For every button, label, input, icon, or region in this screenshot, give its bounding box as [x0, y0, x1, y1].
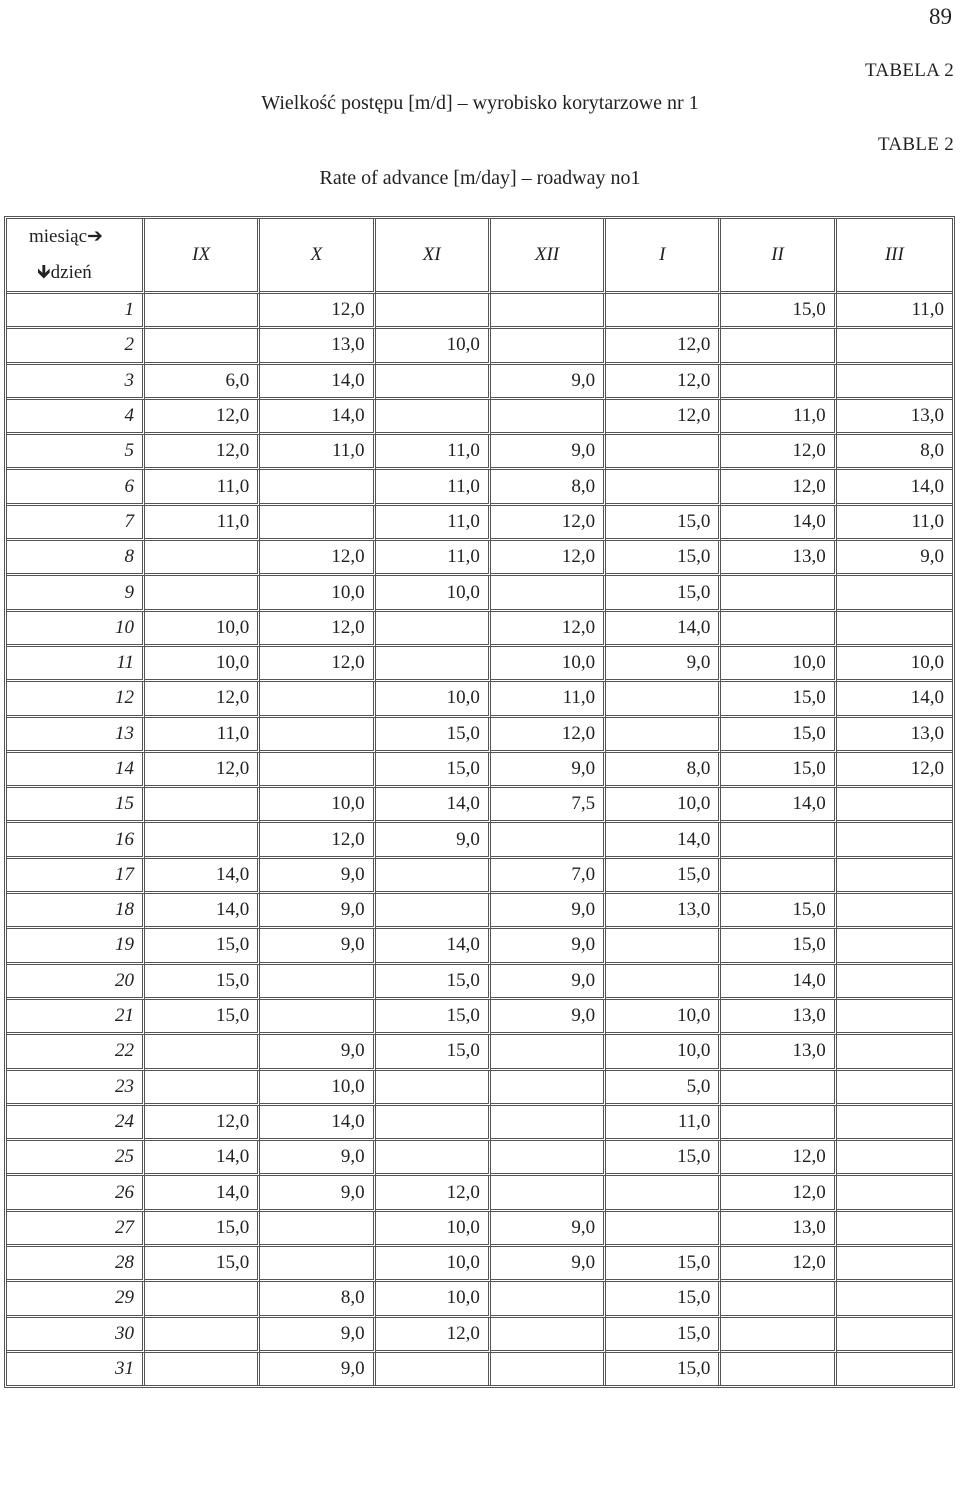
value-cell — [837, 1035, 952, 1070]
value-cell: 12,0 — [606, 329, 721, 364]
value-cell: 15,0 — [376, 718, 491, 753]
value-cell: 15,0 — [376, 965, 491, 1000]
value-cell: 15,0 — [145, 1212, 260, 1247]
day-cell: 31 — [7, 1353, 145, 1385]
value-cell: 11,0 — [837, 294, 952, 329]
day-cell: 1 — [7, 294, 145, 329]
value-cell: 11,0 — [145, 506, 260, 541]
value-cell — [260, 506, 375, 541]
value-cell: 14,0 — [721, 506, 836, 541]
value-cell: 15,0 — [721, 894, 836, 929]
advance-rate-table — [4, 216, 955, 1388]
value-cell: 10,0 — [145, 612, 260, 647]
day-cell: 5 — [7, 435, 145, 470]
value-cell — [376, 647, 491, 682]
day-cell: 22 — [7, 1035, 145, 1070]
value-cell: 9,0 — [491, 753, 606, 788]
value-cell — [837, 1176, 952, 1211]
value-cell — [145, 1282, 260, 1317]
value-cell — [376, 1106, 491, 1141]
day-cell: 17 — [7, 859, 145, 894]
value-cell: 14,0 — [721, 965, 836, 1000]
day-cell: 28 — [7, 1247, 145, 1282]
day-cell: 14 — [7, 753, 145, 788]
value-cell: 9,0 — [260, 1035, 375, 1070]
day-cell: 12 — [7, 682, 145, 717]
value-cell: 11,0 — [376, 506, 491, 541]
value-cell: 12,0 — [145, 753, 260, 788]
value-cell: 15,0 — [721, 753, 836, 788]
value-cell — [837, 965, 952, 1000]
value-cell — [376, 1353, 491, 1385]
value-cell: 15,0 — [606, 506, 721, 541]
value-cell: 14,0 — [145, 1141, 260, 1176]
value-cell: 14,0 — [145, 1176, 260, 1211]
value-cell — [145, 823, 260, 858]
value-cell — [837, 1071, 952, 1106]
value-cell: 13,0 — [837, 718, 952, 753]
value-cell: 11,0 — [145, 718, 260, 753]
value-cell: 8,0 — [491, 470, 606, 505]
value-cell — [376, 1141, 491, 1176]
value-cell: 11,0 — [837, 506, 952, 541]
table-row — [7, 1035, 952, 1070]
table-row — [7, 470, 952, 505]
value-cell: 10,0 — [721, 647, 836, 682]
day-cell: 19 — [7, 929, 145, 964]
value-cell: 9,0 — [491, 1212, 606, 1247]
value-cell — [837, 1212, 952, 1247]
day-cell: 11 — [7, 647, 145, 682]
value-cell — [837, 1000, 952, 1035]
value-cell: 10,0 — [491, 647, 606, 682]
value-cell — [491, 1035, 606, 1070]
value-cell: 15,0 — [606, 1247, 721, 1282]
value-cell: 15,0 — [606, 1353, 721, 1385]
table-row — [7, 435, 952, 470]
table-row — [7, 1106, 952, 1141]
value-cell — [837, 788, 952, 823]
value-cell: 10,0 — [376, 1247, 491, 1282]
value-cell — [376, 894, 491, 929]
value-cell — [491, 400, 606, 435]
value-cell: 10,0 — [260, 1071, 375, 1106]
value-cell: 12,0 — [260, 612, 375, 647]
value-cell: 13,0 — [721, 1212, 836, 1247]
value-cell — [145, 329, 260, 364]
table-row — [7, 1071, 952, 1106]
value-cell: 9,0 — [491, 1000, 606, 1035]
value-cell: 12,0 — [260, 647, 375, 682]
table-row — [7, 1247, 952, 1282]
table-body — [7, 294, 952, 1385]
day-cell: 8 — [7, 541, 145, 576]
value-cell — [491, 1176, 606, 1211]
value-cell: 12,0 — [837, 753, 952, 788]
value-cell — [837, 365, 952, 400]
value-cell: 11,0 — [376, 435, 491, 470]
value-cell: 9,0 — [491, 1247, 606, 1282]
value-cell — [145, 1318, 260, 1353]
value-cell: 15,0 — [606, 1282, 721, 1317]
table-row — [7, 294, 952, 329]
value-cell: 11,0 — [721, 400, 836, 435]
table-title-pl: Wielkość postępu [m/d] – wyrobisko korytarzowe nr 1 — [261, 92, 699, 114]
value-cell — [721, 1353, 836, 1385]
value-cell — [837, 894, 952, 929]
value-cell: 15,0 — [145, 1247, 260, 1282]
day-cell: 26 — [7, 1176, 145, 1211]
value-cell: 8,0 — [260, 1282, 375, 1317]
day-cell: 24 — [7, 1106, 145, 1141]
table-row — [7, 1353, 952, 1385]
table-row — [7, 718, 952, 753]
table-row — [7, 859, 952, 894]
value-cell: 14,0 — [606, 612, 721, 647]
value-cell: 9,0 — [837, 541, 952, 576]
table-row — [7, 682, 952, 717]
value-cell — [837, 929, 952, 964]
value-cell: 10,0 — [837, 647, 952, 682]
value-cell — [145, 788, 260, 823]
value-cell: 9,0 — [260, 894, 375, 929]
value-cell — [837, 576, 952, 611]
value-cell: 12,0 — [145, 1106, 260, 1141]
value-cell: 15,0 — [606, 859, 721, 894]
table-row — [7, 400, 952, 435]
value-cell — [606, 470, 721, 505]
value-cell: 11,0 — [606, 1106, 721, 1141]
table-label-pl: TABELA 2 — [864, 60, 954, 81]
value-cell — [721, 1071, 836, 1106]
table-row — [7, 647, 952, 682]
value-cell: 10,0 — [606, 788, 721, 823]
value-cell: 13,0 — [721, 541, 836, 576]
value-cell: 7,0 — [491, 859, 606, 894]
value-cell — [145, 541, 260, 576]
value-cell — [260, 682, 375, 717]
value-cell — [837, 1247, 952, 1282]
month-header: XII — [491, 219, 606, 294]
value-cell: 11,0 — [376, 470, 491, 505]
table-row — [7, 576, 952, 611]
value-cell — [145, 576, 260, 611]
value-cell — [721, 576, 836, 611]
day-cell: 20 — [7, 965, 145, 1000]
value-cell: 9,0 — [606, 647, 721, 682]
table-row — [7, 929, 952, 964]
value-cell: 9,0 — [491, 965, 606, 1000]
day-cell: 21 — [7, 1000, 145, 1035]
day-cell: 2 — [7, 329, 145, 364]
value-cell: 12,0 — [606, 400, 721, 435]
table-row — [7, 612, 952, 647]
value-cell: 10,0 — [376, 1282, 491, 1317]
value-cell — [606, 435, 721, 470]
value-cell — [260, 470, 375, 505]
value-cell — [376, 400, 491, 435]
value-cell: 12,0 — [491, 506, 606, 541]
value-cell — [837, 1353, 952, 1385]
day-cell: 29 — [7, 1282, 145, 1317]
value-cell — [376, 612, 491, 647]
value-cell — [606, 965, 721, 1000]
value-cell — [606, 1212, 721, 1247]
value-cell: 10,0 — [606, 1000, 721, 1035]
value-cell: 11,0 — [491, 682, 606, 717]
value-cell: 12,0 — [145, 435, 260, 470]
corner-header — [7, 219, 145, 294]
value-cell: 12,0 — [721, 470, 836, 505]
value-cell: 14,0 — [376, 788, 491, 823]
day-cell: 30 — [7, 1318, 145, 1353]
value-cell: 13,0 — [260, 329, 375, 364]
value-cell: 14,0 — [837, 470, 952, 505]
value-cell: 9,0 — [260, 1353, 375, 1385]
day-cell: 6 — [7, 470, 145, 505]
value-cell — [376, 859, 491, 894]
table-row — [7, 541, 952, 576]
table-row — [7, 1212, 952, 1247]
value-cell: 15,0 — [721, 929, 836, 964]
value-cell — [376, 1071, 491, 1106]
day-cell: 27 — [7, 1212, 145, 1247]
value-cell: 15,0 — [145, 965, 260, 1000]
day-cell: 10 — [7, 612, 145, 647]
day-cell: 3 — [7, 365, 145, 400]
value-cell — [491, 294, 606, 329]
value-cell: 9,0 — [260, 1176, 375, 1211]
month-axis-label: miesiąc➔ — [29, 226, 103, 247]
value-cell: 12,0 — [721, 1176, 836, 1211]
day-axis-label: 🡻dzień — [37, 262, 92, 283]
value-cell — [260, 965, 375, 1000]
value-cell: 15,0 — [145, 929, 260, 964]
value-cell — [491, 1106, 606, 1141]
value-cell: 12,0 — [376, 1318, 491, 1353]
value-cell — [606, 1176, 721, 1211]
value-cell: 5,0 — [606, 1071, 721, 1106]
value-cell — [260, 1212, 375, 1247]
value-cell: 9,0 — [491, 929, 606, 964]
month-header: III — [837, 219, 952, 294]
value-cell — [837, 1318, 952, 1353]
value-cell: 15,0 — [376, 1035, 491, 1070]
value-cell: 13,0 — [721, 1035, 836, 1070]
day-cell: 4 — [7, 400, 145, 435]
value-cell: 12,0 — [491, 612, 606, 647]
value-cell: 12,0 — [491, 718, 606, 753]
value-cell — [721, 823, 836, 858]
value-cell: 10,0 — [376, 329, 491, 364]
value-cell: 15,0 — [606, 1141, 721, 1176]
value-cell: 9,0 — [491, 894, 606, 929]
table-label-en: TABLE 2 — [877, 134, 954, 155]
value-cell: 8,0 — [606, 753, 721, 788]
day-cell: 9 — [7, 576, 145, 611]
value-cell: 14,0 — [260, 1106, 375, 1141]
value-cell — [606, 718, 721, 753]
value-cell: 14,0 — [606, 823, 721, 858]
table-row — [7, 823, 952, 858]
value-cell: 15,0 — [606, 541, 721, 576]
value-cell — [491, 1318, 606, 1353]
value-cell: 12,0 — [260, 294, 375, 329]
value-cell: 15,0 — [721, 682, 836, 717]
value-cell: 12,0 — [260, 823, 375, 858]
value-cell: 12,0 — [721, 1247, 836, 1282]
value-cell — [145, 1353, 260, 1385]
table-header-row — [7, 219, 952, 294]
value-cell: 10,0 — [376, 682, 491, 717]
month-header: XI — [376, 219, 491, 294]
value-cell: 12,0 — [721, 1141, 836, 1176]
value-cell — [837, 1141, 952, 1176]
value-cell — [721, 365, 836, 400]
value-cell: 9,0 — [260, 1318, 375, 1353]
value-cell: 8,0 — [837, 435, 952, 470]
value-cell: 14,0 — [721, 788, 836, 823]
value-cell: 14,0 — [260, 365, 375, 400]
value-cell: 15,0 — [721, 294, 836, 329]
table-row — [7, 1141, 952, 1176]
value-cell: 11,0 — [260, 435, 375, 470]
table-row — [7, 894, 952, 929]
value-cell: 12,0 — [145, 400, 260, 435]
value-cell — [260, 1247, 375, 1282]
value-cell — [145, 1035, 260, 1070]
value-cell: 15,0 — [721, 718, 836, 753]
value-cell: 15,0 — [145, 1000, 260, 1035]
value-cell — [491, 1282, 606, 1317]
value-cell: 12,0 — [260, 541, 375, 576]
day-cell: 16 — [7, 823, 145, 858]
value-cell: 6,0 — [145, 365, 260, 400]
month-header: II — [721, 219, 836, 294]
value-cell — [491, 576, 606, 611]
table-row — [7, 329, 952, 364]
value-cell — [837, 823, 952, 858]
value-cell: 15,0 — [376, 753, 491, 788]
table-row — [7, 1282, 952, 1317]
value-cell: 10,0 — [376, 576, 491, 611]
value-cell — [721, 329, 836, 364]
value-cell — [606, 294, 721, 329]
value-cell — [491, 329, 606, 364]
value-cell — [260, 753, 375, 788]
value-cell: 9,0 — [491, 365, 606, 400]
value-cell: 12,0 — [376, 1176, 491, 1211]
value-cell: 10,0 — [260, 576, 375, 611]
value-cell — [721, 1318, 836, 1353]
value-cell: 12,0 — [606, 365, 721, 400]
value-cell: 11,0 — [376, 541, 491, 576]
day-cell: 13 — [7, 718, 145, 753]
value-cell — [606, 929, 721, 964]
value-cell — [721, 612, 836, 647]
value-cell: 10,0 — [606, 1035, 721, 1070]
day-cell: 23 — [7, 1071, 145, 1106]
value-cell: 15,0 — [376, 1000, 491, 1035]
value-cell — [491, 823, 606, 858]
day-cell: 7 — [7, 506, 145, 541]
value-cell — [491, 1353, 606, 1385]
value-cell: 15,0 — [606, 1318, 721, 1353]
value-cell — [145, 294, 260, 329]
month-header: IX — [145, 219, 260, 294]
value-cell — [491, 1141, 606, 1176]
value-cell — [260, 718, 375, 753]
value-cell: 12,0 — [491, 541, 606, 576]
value-cell: 9,0 — [260, 929, 375, 964]
value-cell: 15,0 — [606, 576, 721, 611]
value-cell: 14,0 — [837, 682, 952, 717]
value-cell — [260, 1000, 375, 1035]
table-row — [7, 965, 952, 1000]
value-cell: 13,0 — [837, 400, 952, 435]
table-title-en: Rate of advance [m/day] – roadway no1 — [319, 167, 641, 189]
value-cell: 14,0 — [145, 859, 260, 894]
table-row — [7, 788, 952, 823]
table-row — [7, 1318, 952, 1353]
value-cell — [145, 1071, 260, 1106]
month-header: I — [606, 219, 721, 294]
value-cell — [721, 1106, 836, 1141]
day-cell: 18 — [7, 894, 145, 929]
value-cell — [491, 1071, 606, 1106]
day-cell: 15 — [7, 788, 145, 823]
value-cell: 14,0 — [260, 400, 375, 435]
value-cell — [837, 612, 952, 647]
value-cell: 9,0 — [491, 435, 606, 470]
value-cell: 14,0 — [376, 929, 491, 964]
page-number: 89 — [929, 4, 952, 29]
value-cell: 11,0 — [145, 470, 260, 505]
value-cell: 14,0 — [145, 894, 260, 929]
day-cell: 25 — [7, 1141, 145, 1176]
value-cell: 13,0 — [606, 894, 721, 929]
value-cell: 12,0 — [721, 435, 836, 470]
value-cell: 13,0 — [721, 1000, 836, 1035]
table-row — [7, 753, 952, 788]
value-cell: 10,0 — [145, 647, 260, 682]
value-cell — [721, 859, 836, 894]
value-cell: 10,0 — [260, 788, 375, 823]
table-row — [7, 1176, 952, 1211]
value-cell — [721, 1282, 836, 1317]
value-cell: 9,0 — [376, 823, 491, 858]
table-row — [7, 1000, 952, 1035]
value-cell: 12,0 — [145, 682, 260, 717]
value-cell — [837, 859, 952, 894]
value-cell — [376, 365, 491, 400]
value-cell: 10,0 — [376, 1212, 491, 1247]
value-cell — [376, 294, 491, 329]
table-row — [7, 365, 952, 400]
value-cell — [837, 1282, 952, 1317]
month-header: X — [260, 219, 375, 294]
value-cell: 9,0 — [260, 1141, 375, 1176]
value-cell: 9,0 — [260, 859, 375, 894]
value-cell: 7,5 — [491, 788, 606, 823]
table-row — [7, 506, 952, 541]
value-cell — [837, 329, 952, 364]
value-cell — [837, 1106, 952, 1141]
value-cell — [606, 682, 721, 717]
